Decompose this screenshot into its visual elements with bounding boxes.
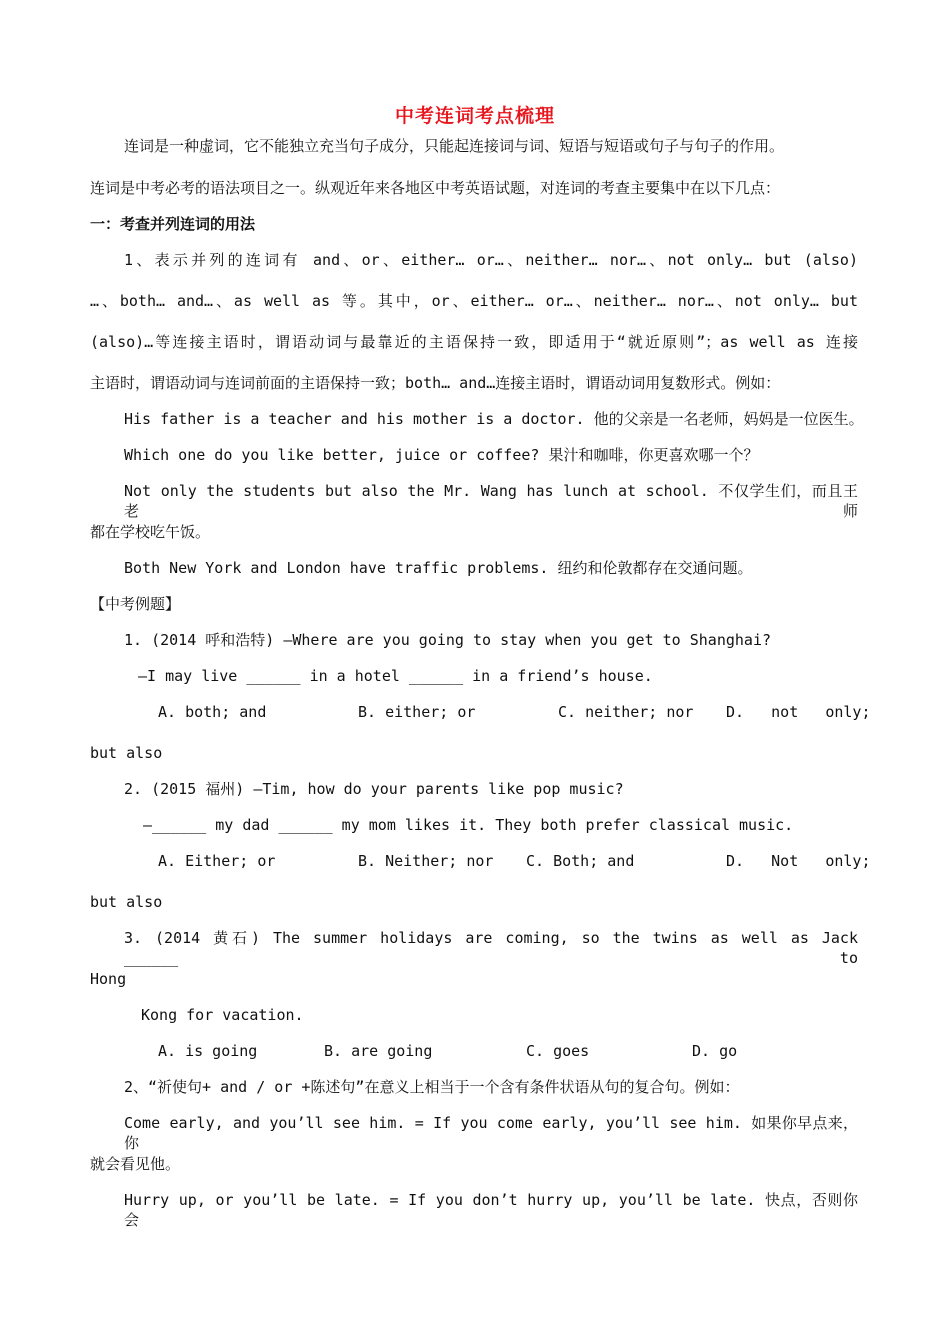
rule1-line-2: …、both… and…、as well as 等。其中，or、either… or…、neither… nor…、not only… but [90,292,858,310]
q1-option-d: D. not only; [726,703,871,721]
rule1-line-4: 主语时，谓语动词与连词前面的主语保持一致；both… and…连接主语时，谓语动词用复数形式。例如： [90,374,781,392]
q2-stem: 2. (2015 福州) —Tim, how do your parents like pop music? [124,780,624,798]
section-heading-1: 一：考查并列连词的用法 [90,215,256,233]
example2-1: Come early, and you’ll see him. = If you come early, you’ll see him. 如果你早点来，你 [124,1114,858,1152]
intro-line-2: 连词是中考必考的语法项目之一。纵观近年来各地区中考英语试题，对连词的考查主要集中在以下几点： [90,179,781,197]
q2-option-d-cont: but also [90,893,163,911]
q3-option-d: D. go [692,1042,738,1060]
example2-1-cont: 就会看见他。 [90,1155,181,1173]
rule2: 2、“祈使句+ and / or +陈述句”在意义上相当于一个含有条件状语从句的复合句。例如： [124,1078,740,1096]
q2-option-d: D. Not only; [726,852,871,870]
q2-option-c: C. Both; and [526,852,635,870]
q2-line2: —______ my dad ______ my mom likes it. They both prefer classical music. [143,816,794,834]
page-title: 中考连词考点梳理 [394,105,555,127]
example-2: Which one do you like better, juice or coffee? 果汁和咖啡，你更喜欢哪一个？ [124,446,759,464]
example-4: Both New York and London have traffic problems. 纽约和伦敦都存在交通问题。 [124,559,753,577]
q3-stem: 3. (2014 黄石) The summer holidays are coming, so the twins as well as Jack ______ to [124,929,858,967]
q3-option-b: B. are going [324,1042,433,1060]
example-1: His father is a teacher and his mother is a doctor. 他的父亲是一名老师，妈妈是一位医生。 [124,410,864,428]
q1-line2: —I may live ______ in a hotel ______ in a friend’s house. [138,667,653,685]
example-3: Not only the students but also the Mr. Wang has lunch at school. 不仅学生们，而且王老师 [124,482,858,520]
q3-option-c: C. goes [526,1042,590,1060]
q1-option-a: A. both; and [158,703,267,721]
q2-option-a: A. Either; or [158,852,276,870]
q1-stem: 1. (2014 呼和浩特) —Where are you going to stay when you get to Shanghai? [124,631,771,649]
rule1-line-1: 1、表示并列的连词有 and、or、either… or…、neither… nor…、not only… but (also) [124,251,858,269]
example-3-cont: 都在学校吃午饭。 [90,523,211,541]
exam-header: 【中考例题】 [90,595,181,613]
q1-option-c: C. neither; nor [558,703,694,721]
q1-option-b: B. either; or [358,703,476,721]
rule1-line-3: (also)…等连接主语时，谓语动词与最靠近的主语保持一致，即适用于“就近原则”；as well as 连接 [90,333,858,351]
q3-line3: Kong for vacation. [141,1006,304,1024]
example2-2: Hurry up, or you’ll be late. = If you don’t hurry up, you’ll be late. 快点，否则你会 [124,1191,858,1229]
q2-option-b: B. Neither; nor [358,852,494,870]
intro-line-1: 连词是一种虚词，它不能独立充当句子成分，只能起连接词与词、短语与短语或句子与句子的作用。 [124,137,785,155]
q3-option-a: A. is going [158,1042,258,1060]
q1-option-d-cont: but also [90,744,163,762]
q3-line2: Hong [90,970,127,988]
